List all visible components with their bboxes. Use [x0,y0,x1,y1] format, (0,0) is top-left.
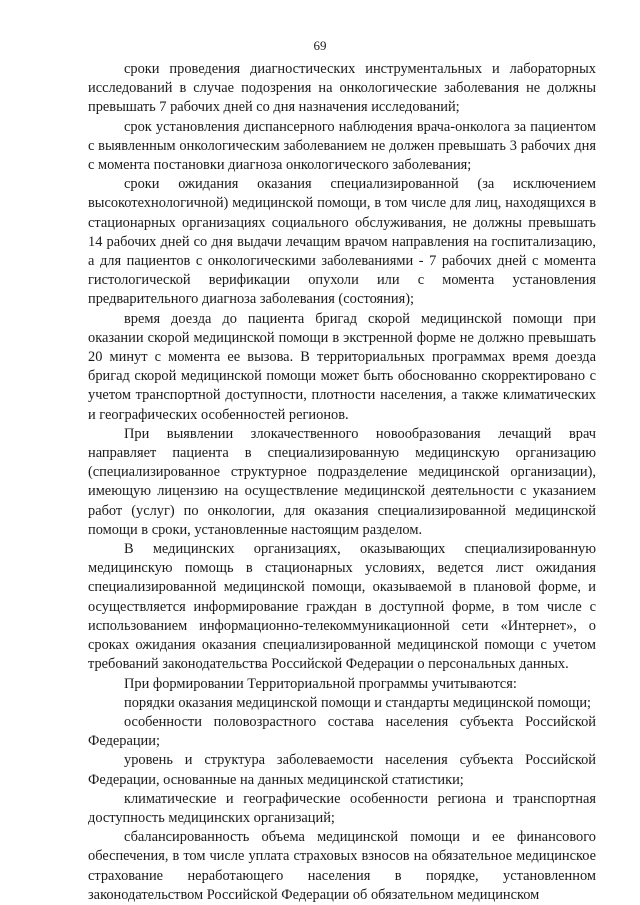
paragraph-oncologist-observation: срок установления диспансерного наблюдения врача-онколога за пациентом с выявленным онкологическим заболеванием не должен превышать 3 рабочих дня с момента постановки диагноза онкологического заболевания; [88,118,596,174]
list-item-climate: климатические и географические особенности региона и транспортная доступность медицинских организаций; [88,790,596,826]
page-number: 69 [313,38,327,53]
list-item-balance: сбалансированность объема медицинской помощи и ее финансового обеспечения, в том числе уплата страховых взносов на обязательное медицинское страхование неработающего населения в порядке, установленном законодательством Российской Федерации об обязательном медицинском [88,829,596,903]
paragraph-specialized-waiting: сроки ожидания оказания специализированной (за исключением высокотехнологичной) медицинской помощи, в том числе для лиц, находящихся в стационарных организациях социального обслуживания, не должны превышать 14 рабочих дней со дня выдачи лечащим врачом направления на госпитализацию, а для пациентов с онкологическими заболеваниями - 7 рабочих дней с момента гистологической верификации опухоли или с момента установления предварительного диагноза заболевания (состояния); [88,176,596,308]
paragraph-diagnostic-terms: сроки проведения диагностических инструментальных и лабораторных исследований в случае подозрения на онкологические заболевания не должны превышать 7 рабочих дней со дня назначения исследований; [88,61,596,116]
paragraph-waiting-list: В медицинских организациях, оказывающих специализированную медицинскую помощь в стационарных условиях, ведется лист ожидания специализированной медицинской помощи, оказываемой в плановой форме, и осуществляется информирование граждан в доступной форме, в том числе с использованием информационно-телекоммуникационной сети «Интернет», о сроках ожидания оказания специализированной медицинской помощи с учетом требований законодательства Российской Федерации о персональных данных. [88,541,596,673]
paragraph-ambulance-time: время доезда до пациента бригад скорой медицинской помощи при оказании скорой медицинской помощи в экстренной форме не должно превышать 20 минут с момента ее вызова. В территориальных программах время доезда бригад скорой медицинской помощи может быть обоснованно скорректировано с учетом транспортной доступности, плотности населения, а также климатических и географических особенностей регионов. [88,310,596,423]
paragraph-program-considerations: При формировании Территориальной программы учитываются: [124,675,517,692]
list-item-morbidity: уровень и структура заболеваемости населения субъекта Российской Федерации, основанные на данных медицинской статистики; [88,752,596,788]
body-text [88,60,596,905]
list-item-standards: порядки оказания медицинской помощи и стандарты медицинской помощи; [124,694,592,711]
list-item-age-sex: особенности половозрастного состава населения субъекта Российской Федерации; [88,713,596,750]
paragraph-malignancy-referral: При выявлении злокачественного новообразования лечащий врач направляет пациента в специализированную медицинскую организацию (специализированное структурное подразделение медицинской организации), имеющую лицензию на осуществление медицинской деятельности с указанием работ (услуг) по онкологии, для оказания специализированной медицинской помощи в сроки, установленные настоящим разделом. [88,425,596,538]
